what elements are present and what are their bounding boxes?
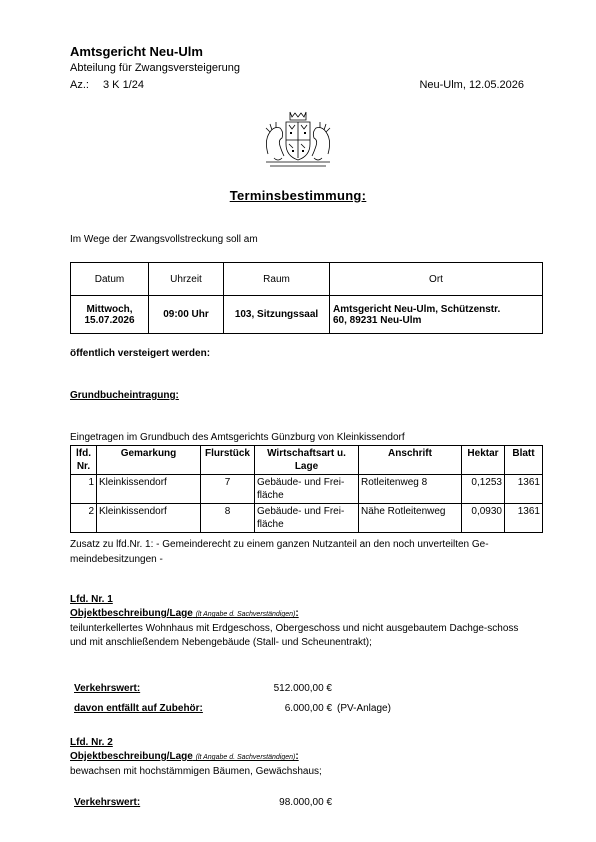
cell-blatt: 1361 [505, 504, 543, 533]
cell-hektar: 0,0930 [462, 504, 505, 533]
cell-wirtschaftsart: Gebäude- und Frei- fläche [255, 475, 359, 504]
cell-gemarkung: Kleinkissendorf [97, 475, 201, 504]
file-number: 3 K 1/24 [103, 79, 144, 91]
object-1-accessories-value: 6.000,00 € [284, 703, 332, 714]
appointment-table [70, 262, 543, 334]
place-date: Neu-Ulm, 12.05.2026 [419, 79, 524, 91]
object-1-number: Lfd. Nr. 1 [70, 594, 113, 605]
header-datum: Datum [71, 263, 149, 296]
cell-flurstueck: 8 [201, 504, 255, 533]
cell-anschrift: Nähe Rotleitenweg [359, 504, 462, 533]
auction-statement: öffentlich versteigert werden: [70, 348, 211, 359]
cell-anschrift: Rotleitenweg 8 [359, 475, 462, 504]
table-row [71, 475, 543, 504]
land-register-table [70, 445, 543, 533]
file-number-label: Az.: [70, 79, 89, 91]
object-2-description-label: Objektbeschreibung/Lage (lt Angabe d. Sachverständigen): [70, 751, 299, 762]
cell-lfd: 2 [71, 504, 97, 533]
header-hektar: Hektar [462, 446, 505, 475]
intro-text: Im Wege der Zwangsvollstreckung soll am [70, 234, 258, 245]
cell-raum: 103, Sitzungssaal [224, 296, 330, 334]
table-header-row [71, 263, 543, 296]
header-blatt: Blatt [505, 446, 543, 475]
cell-flurstueck: 7 [201, 475, 255, 504]
cell-ort: Amtsgericht Neu-Ulm, Schützenstr. 60, 89231 Neu-Ulm [330, 296, 543, 334]
object-1-description: teilunterkellertes Wohnhaus mit Erdgeschoss, Obergeschoss und nicht ausgebautem Dachge-schoss und mit anschließendem Nebengebäude (Stall- und Scheunentrakt); [70, 623, 519, 648]
object-2-description: bewachsen mit hochstämmigen Bäumen, Gewächshaus; [70, 766, 322, 777]
land-register-heading: Grundbucheintragung: [70, 390, 179, 401]
object-1-accessories-note: (PV-Anlage) [337, 703, 391, 714]
object-2-number: Lfd. Nr. 2 [70, 737, 113, 748]
cell-uhrzeit: 09:00 Uhr [149, 296, 224, 334]
table-row [71, 296, 543, 334]
table-row [71, 504, 543, 533]
bavarian-coat-of-arms-icon [260, 110, 336, 172]
document-title: Terminsbestimmung: [229, 188, 367, 203]
cell-gemarkung: Kleinkissendorf [97, 504, 201, 533]
object-1-description-label: Objektbeschreibung/Lage (lt Angabe d. Sachverständigen): [70, 608, 299, 619]
department-name: Abteilung für Zwangsversteigerung [70, 62, 240, 74]
cell-blatt: 1361 [505, 475, 543, 504]
object-1-market-value-label: Verkehrswert: [74, 683, 141, 694]
land-register-intro: Eingetragen im Grundbuch des Amtsgerichts Günzburg von Kleinkissendorf [70, 432, 405, 443]
header-ort: Ort [330, 263, 543, 296]
header-raum: Raum [224, 263, 330, 296]
cell-lfd: 1 [71, 475, 97, 504]
header-lfd: lfd. Nr. [71, 446, 97, 475]
object-2-market-value-label: Verkehrswert: [74, 797, 141, 808]
header-gemarkung: Gemarkung [97, 446, 201, 475]
table-header-row [71, 446, 543, 475]
court-name: Amtsgericht Neu-Ulm [70, 44, 203, 59]
cell-wirtschaftsart: Gebäude- und Frei- fläche [255, 504, 359, 533]
header-wirtschaftsart: Wirtschaftsart u. Lage [255, 446, 359, 475]
addendum-text: Zusatz zu lfd.Nr. 1: - Gemeinderecht zu einem ganzen Nutzanteil an den noch unverteilten Ge-meindebesitzungen - [70, 539, 489, 565]
object-1-market-value: 512.000,00 € [273, 683, 332, 694]
header-anschrift: Anschrift [359, 446, 462, 475]
header-flurstueck: Flurstück [201, 446, 255, 475]
cell-hektar: 0,1253 [462, 475, 505, 504]
cell-datum: Mittwoch, 15.07.2026 [71, 296, 149, 334]
object-2-market-value: 98.000,00 € [279, 797, 332, 808]
object-1-accessories-label: davon entfällt auf Zubehör: [74, 703, 203, 714]
header-uhrzeit: Uhrzeit [149, 263, 224, 296]
